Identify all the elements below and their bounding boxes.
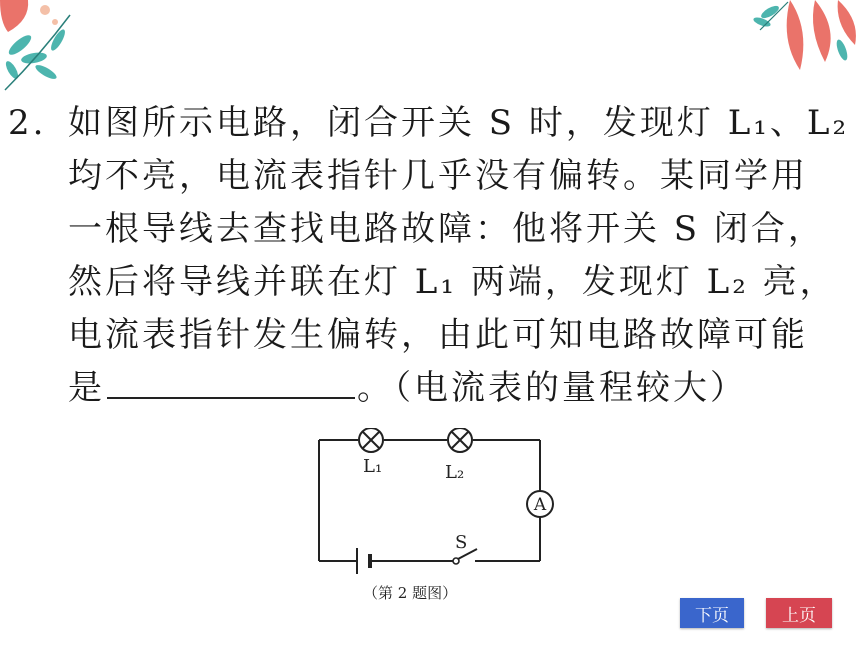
next-page-button[interactable]: 下页 [680, 598, 744, 628]
figure-caption: （第 2 题图） [363, 584, 458, 602]
battery-symbol [357, 548, 370, 574]
leaf-decoration-top-right [730, 0, 860, 80]
lamp-l2-symbol [448, 428, 472, 452]
question-text-line-1: 如图所示电路，闭合开关 S 时，发现灯 L₁、L₂ [68, 103, 850, 143]
switch-label: S [455, 532, 468, 553]
question-line [8, 307, 848, 360]
question-text-line-2: 均不亮，电流表指针几乎没有偏转。某同学用 [68, 156, 808, 196]
question-block [8, 95, 848, 413]
lamp-l1-label: L₁ [363, 456, 383, 477]
question-line [8, 148, 848, 201]
question-line [8, 201, 848, 254]
lamp-l1-symbol [359, 428, 383, 452]
question-text-line-3: 一根导线去查找电路故障：他将开关 S 闭合， [68, 209, 825, 249]
question-text-line-6-suffix: 。（电流表的量程较大） [357, 368, 747, 408]
ammeter-label: A [533, 495, 547, 515]
leaf-decoration-top-left [0, 0, 130, 95]
answer-blank[interactable] [107, 367, 355, 399]
question-text-line-6-prefix: 是 [68, 368, 105, 408]
previous-page-button[interactable]: 上页 [766, 598, 832, 628]
ammeter-symbol [527, 491, 553, 517]
circuit-diagram [305, 428, 575, 610]
question-line [8, 360, 848, 413]
question-number: 2. [8, 103, 47, 143]
lamp-l2-label: L₂ [445, 462, 465, 483]
question-text-line-4: 然后将导线并联在灯 L₁ 两端，发现灯 L₂ 亮， [68, 262, 837, 302]
question-text-line-5: 电流表指针发生偏转，由此可知电路故障可能 [68, 315, 808, 355]
question-line [8, 95, 848, 148]
question-line [8, 254, 848, 307]
